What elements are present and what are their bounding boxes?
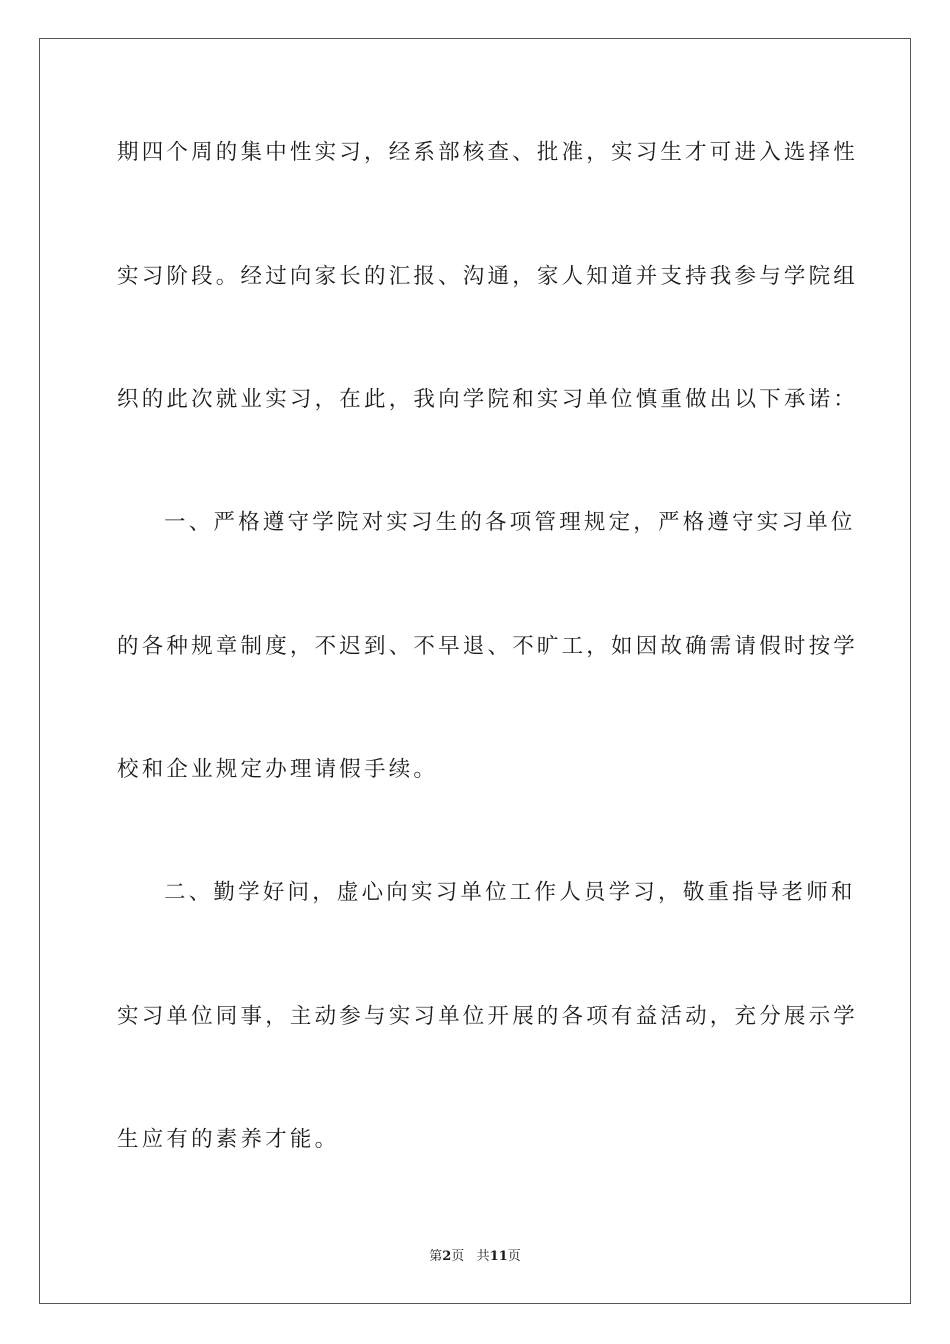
page-border <box>39 38 911 1304</box>
paragraph-line: 实习阶段。经过向家长的汇报、沟通，家人知道并支持我参与学院组 <box>117 264 859 289</box>
total-suffix: 页 <box>507 1249 521 1264</box>
paragraph-line: 校和企业规定办理请假手续。 <box>117 757 439 782</box>
page-footer <box>0 1248 950 1266</box>
total-pages: 11 <box>489 1249 508 1264</box>
paragraph-line: 实习单位同事，主动参与实习单位开展的各项有益活动，充分展示学 <box>117 1004 859 1029</box>
paragraph-line: 的各种规章制度，不迟到、不早退、不旷工，如因故确需请假时按学 <box>117 634 859 659</box>
page-number: 2 <box>442 1249 452 1264</box>
paragraph-line: 生应有的素养才能。 <box>117 1127 340 1152</box>
paragraph-line: 一、严格遵守学院对实习生的各项管理规定，严格遵守实习单位 <box>164 510 856 535</box>
page-prefix: 第 <box>429 1249 443 1264</box>
page-suffix: 页 <box>451 1249 465 1264</box>
total-prefix: 共 <box>476 1249 490 1264</box>
paragraph-line: 织的此次就业实习，在此，我向学院和实习单位慎重做出以下承诺： <box>117 387 859 412</box>
paragraph-line: 期四个周的集中性实习，经系部核查、批准，实习生才可进入选择性 <box>117 140 859 165</box>
paragraph-line: 二、勤学好问，虚心向实习单位工作人员学习，敬重指导老师和 <box>164 880 856 905</box>
